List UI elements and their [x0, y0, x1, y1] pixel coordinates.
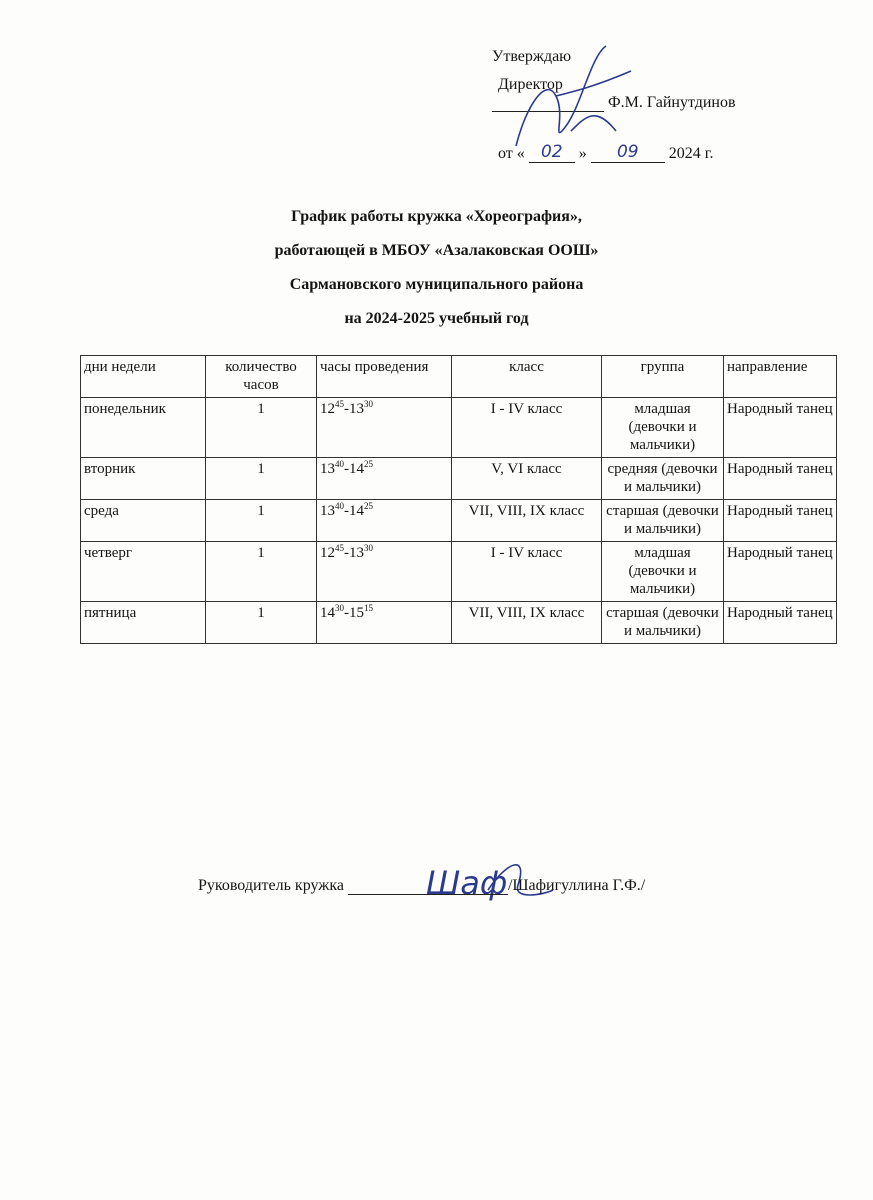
cell-direction: Народный танец [724, 602, 837, 644]
date-day: 02 [529, 142, 575, 163]
time-end-hour: 14 [349, 461, 364, 477]
cell-time: $14^{30}-15^{15}$ [317, 602, 452, 644]
cell-class: VII, VIII, IX класс [452, 500, 602, 542]
leader-name: /Шафигуллина Г.Ф./ [507, 877, 646, 894]
cell-day: вторник [81, 458, 206, 500]
table-row [81, 542, 837, 602]
time-start-min: 40 [335, 459, 344, 469]
cell-group: младшая (девочки и мальчики) [602, 398, 724, 458]
date-prefix: от « [498, 145, 525, 162]
header-row [81, 356, 837, 398]
header-group: группа [602, 356, 724, 398]
footer-signature-line [198, 876, 645, 895]
date-month: 09 [591, 142, 665, 163]
title-line-1: График работы кружка «Хореография», [291, 208, 582, 225]
time-end-min: 25 [364, 459, 373, 469]
title-line-2: работающей в МБОУ «Азалаковская ООШ» [274, 242, 599, 259]
cell-class: VII, VIII, IX класс [452, 602, 602, 644]
cell-class: I - IV класс [452, 398, 602, 458]
cell-direction: Народный танец [724, 398, 837, 458]
leader-label: Руководитель кружка [198, 877, 344, 894]
cell-count: 1 [206, 458, 317, 500]
cell-direction: Народный танец [724, 458, 837, 500]
table-row [81, 500, 837, 542]
schedule-table [80, 355, 837, 644]
time-end-hour: 13 [349, 401, 364, 417]
time-end-min: 15 [364, 603, 373, 613]
cell-time: $13^{40}-14^{25}$ [317, 458, 452, 500]
cell-group: старшая (девочки и мальчики) [602, 602, 724, 644]
cell-direction: Народный танец [724, 500, 837, 542]
time-start-hour: 13 [320, 461, 335, 477]
time-start-hour: 12 [320, 545, 335, 561]
table-row [81, 398, 837, 458]
time-start-hour: 14 [320, 605, 335, 621]
leader-signature-blank [348, 876, 508, 895]
cell-time: $12^{45}-13^{30}$ [317, 542, 452, 602]
header-time: часы проведения [317, 356, 452, 398]
time-end-hour: 14 [349, 503, 364, 519]
director-name: Ф.М. Гайнутдинов [608, 94, 736, 111]
cell-day: понедельник [81, 398, 206, 458]
cell-count: 1 [206, 602, 317, 644]
time-end-min: 30 [364, 399, 373, 409]
cell-class: I - IV класс [452, 542, 602, 602]
cell-group: средняя (девочки и мальчики) [602, 458, 724, 500]
title-line-3: Сармановского муниципального района [289, 276, 584, 293]
time-start-min: 40 [335, 501, 344, 511]
date-year: 2024 г. [668, 145, 714, 162]
cell-day: пятница [81, 602, 206, 644]
cell-day: среда [81, 500, 206, 542]
director-signature-image [496, 36, 646, 166]
header-direction: направление [724, 356, 837, 398]
cell-count: 1 [206, 398, 317, 458]
time-start-min: 45 [335, 399, 344, 409]
cell-time: $12^{45}-13^{30}$ [317, 398, 452, 458]
time-start-min: 45 [335, 543, 344, 553]
cell-direction: Народный танец [724, 542, 837, 602]
cell-group: младшая (девочки и мальчики) [602, 542, 724, 602]
table-row [81, 458, 837, 500]
time-end-min: 25 [364, 501, 373, 511]
header-day: дни недели [81, 356, 206, 398]
date-mid: » [578, 145, 587, 162]
time-start-hour: 13 [320, 503, 335, 519]
cell-class: V, VI класс [452, 458, 602, 500]
cell-count: 1 [206, 500, 317, 542]
table-row [81, 602, 837, 644]
director-position: Директор [498, 76, 563, 93]
time-end-hour: 13 [349, 545, 364, 561]
cell-group: старшая (девочки и мальчики) [602, 500, 724, 542]
cell-day: четверг [81, 542, 206, 602]
header-class: класс [452, 356, 602, 398]
approve-word: Утверждаю [492, 48, 572, 65]
document-title [0, 200, 873, 336]
time-start-min: 30 [335, 603, 344, 613]
time-start-hour: 12 [320, 401, 335, 417]
time-end-min: 30 [364, 543, 373, 553]
cell-time: $13^{40}-14^{25}$ [317, 500, 452, 542]
time-end-hour: 15 [349, 605, 364, 621]
leader-signature-text: Шаф [426, 864, 508, 902]
header-count: количество часов [206, 356, 317, 398]
cell-count: 1 [206, 542, 317, 602]
title-line-4: на 2024-2025 учебный год [344, 310, 529, 327]
